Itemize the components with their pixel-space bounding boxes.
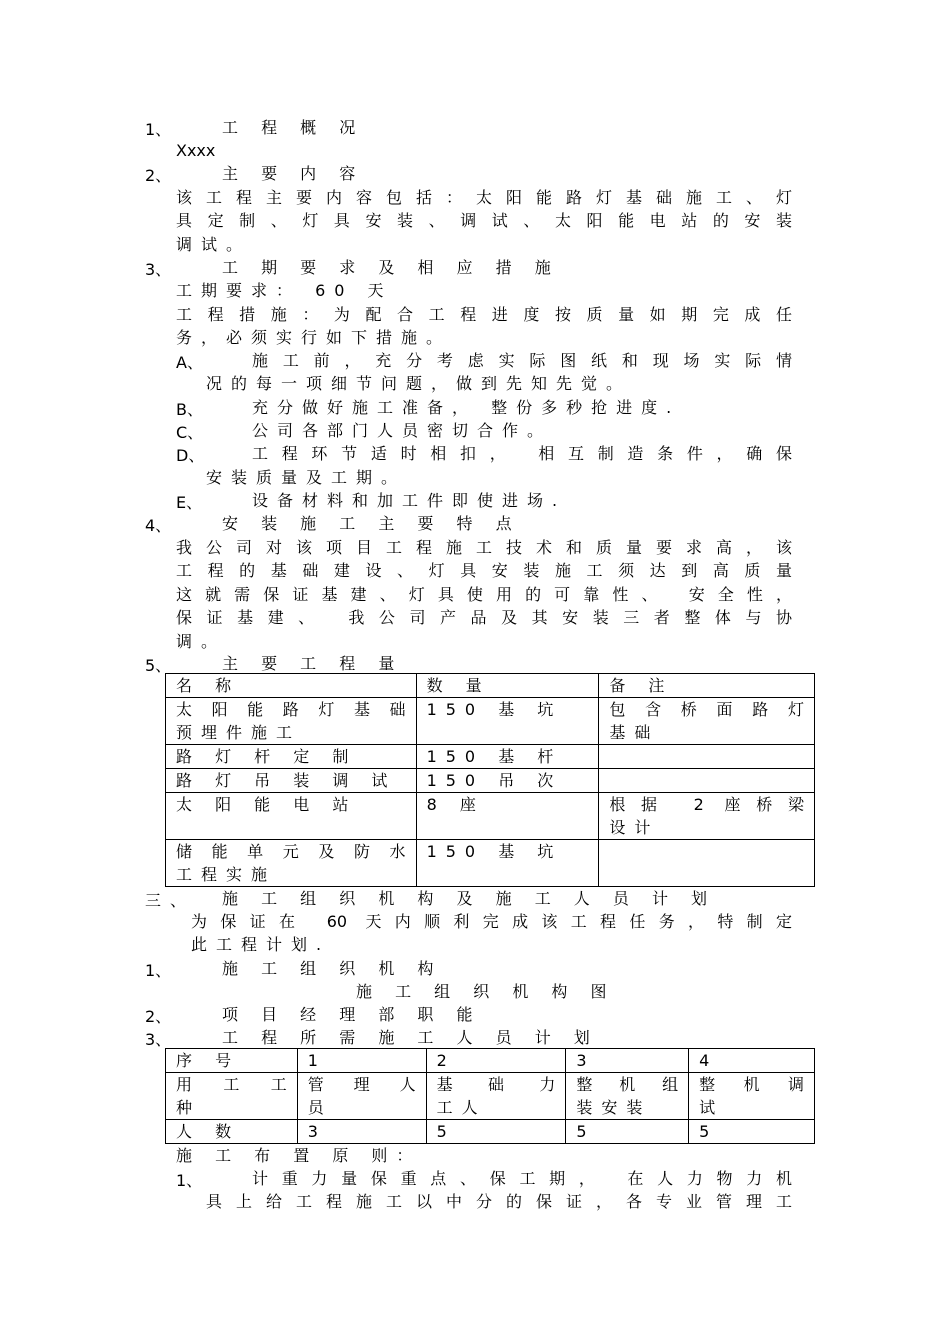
- item-line: 况的每一项细节问题，做到先知先觉。: [206, 374, 632, 393]
- table-cell: [599, 698, 815, 745]
- item-label: E、: [176, 493, 203, 512]
- section-title: 工 期 要 求 及 相 应 措 施: [222, 258, 560, 277]
- table-cell: 2: [426, 1049, 566, 1073]
- cell-line: 工人: [436, 1098, 487, 1117]
- cell-line: 包含桥面路灯: [609, 700, 804, 719]
- paragraph-line: 务，必须实行如下措施。: [176, 328, 452, 347]
- section-body: Xxxx: [176, 141, 216, 160]
- cell-line: 基础: [609, 723, 660, 742]
- table-cell: 路 灯 吊 装 调 试: [166, 769, 417, 793]
- item-line: 工程环节适时相扣， 相互制造条件，确保: [252, 444, 792, 463]
- table-cell: 150 吊 次: [416, 769, 599, 793]
- cell-line: 整机调: [699, 1075, 804, 1094]
- cell-line: 基础力: [436, 1075, 556, 1094]
- section-title: 主 要 内 容: [222, 164, 365, 183]
- table-row: [166, 793, 815, 840]
- section-title: 安 装 施 工 主 要 特 点: [222, 514, 521, 533]
- table-header-cell: 数 量: [416, 674, 599, 698]
- section-number: 2、: [145, 1007, 172, 1026]
- section-number: 4、: [145, 516, 172, 535]
- table-header-cell: 备 注: [599, 674, 815, 698]
- table-row: [166, 1049, 815, 1073]
- item-label: B、: [176, 400, 203, 419]
- table-cell: [599, 793, 815, 840]
- paragraph-line: 该工程主要内容包括：太阳能路灯基础施工、灯: [176, 188, 792, 207]
- paragraph-line: 这就需保证基建、灯具使用的可靠性、 安全性，: [176, 585, 792, 604]
- cell-line: 设计: [609, 818, 660, 837]
- cell-line: 管理人: [307, 1075, 416, 1094]
- table-cell: 3: [566, 1049, 689, 1073]
- section-number: 3、: [145, 1030, 172, 1049]
- table-cell: 150 基 坑: [416, 698, 599, 745]
- item-line: 充分做好施工准备， 整份多秒抢进度.: [252, 398, 681, 417]
- section-title: 工 程 所 需 施 工 人 员 计 划: [222, 1028, 599, 1047]
- cell-line: 种: [176, 1098, 193, 1117]
- staffing-table: [165, 1048, 815, 1144]
- table-cell: 路 灯 杆 定 制: [166, 745, 417, 769]
- cell-line: 试: [699, 1098, 716, 1117]
- table-cell: [297, 1073, 426, 1120]
- table-cell: 太 阳 能 电 站: [166, 793, 417, 840]
- table-row: [166, 745, 815, 769]
- cell-line: 预埋件施工: [176, 723, 302, 742]
- table-cell: [599, 769, 815, 793]
- paragraph-line: 具定制、灯具安装、调试、太阳能电站的安装: [176, 211, 792, 230]
- section-title: 施 工 组 织 机 构: [222, 959, 443, 978]
- cell-line: 工程实施: [176, 865, 277, 884]
- item-line: 公司各部门人员密切合作。: [252, 421, 553, 440]
- table-cell: 5: [566, 1120, 689, 1144]
- section-number: 3、: [145, 260, 172, 279]
- cell-line: 用工工: [176, 1075, 287, 1094]
- section-title: 项 目 经 理 部 职 能: [222, 1005, 482, 1024]
- paragraph-line: 为保证在 60 天内顺利完成该工程任务，特制定: [191, 912, 792, 931]
- paragraph-line: 此工程计划.: [191, 935, 331, 954]
- section-title: 工 程 概 况: [222, 118, 365, 137]
- table-header-cell: 名 称: [166, 674, 417, 698]
- section-title: 施 工 组 织 机 构 及 施 工 人 员 计 划: [222, 889, 717, 908]
- item-line: 安装质量及工期。: [206, 468, 407, 487]
- paragraph-line: 调。: [176, 632, 227, 651]
- paragraph-line: 我公司对该项目工程施工技术和质量要求高，该: [176, 538, 792, 557]
- table-cell: 1: [297, 1049, 426, 1073]
- table-cell: [599, 745, 815, 769]
- table-cell: 人 数: [166, 1120, 298, 1144]
- item-line: 计重力量保重点、保工期， 在人力物力机: [252, 1169, 792, 1188]
- table-cell: [166, 840, 417, 887]
- table-cell: [166, 698, 417, 745]
- section-number: 1、: [145, 120, 172, 139]
- item-label: C、: [176, 423, 204, 442]
- table-cell: 序 号: [166, 1049, 298, 1073]
- period-line: 工期要求： 60 天: [176, 281, 393, 300]
- item-line: 具上给工程施工以中分的保证，各专业管理工: [206, 1192, 792, 1211]
- section-title: 施 工 布 置 原 则：: [176, 1146, 422, 1165]
- table-cell: 5: [689, 1120, 815, 1144]
- table-cell: 150 基 杆: [416, 745, 599, 769]
- table-cell: [566, 1073, 689, 1120]
- table-row: [166, 1073, 815, 1120]
- table-cell: [426, 1073, 566, 1120]
- item-label: 1、: [176, 1171, 203, 1190]
- cell-line: 员: [307, 1098, 324, 1117]
- item-label: D、: [176, 446, 205, 465]
- section-number: 5、: [145, 656, 172, 675]
- quantities-table: [165, 673, 815, 887]
- paragraph-line: 保证基建、 我公司产品及其安装三者整体与协: [176, 608, 792, 627]
- section-number: 1、: [145, 961, 172, 980]
- item-line: 施工前，充分考虑实际图纸和现场实际情: [252, 351, 792, 370]
- item-label: A、: [176, 353, 203, 372]
- table-cell: 150 基 坑: [416, 840, 599, 887]
- table-header-row: [166, 674, 815, 698]
- section-number: 2、: [145, 166, 172, 185]
- table-cell: 4: [689, 1049, 815, 1073]
- paragraph-line: 调试。: [176, 235, 252, 254]
- cell-line: 储能单元及防水: [176, 842, 406, 861]
- paragraph-line: 工程措施：为配合工程进度按质量如期完成任: [176, 305, 792, 324]
- chart-caption: 施 工 组 织 机 构 图: [356, 982, 616, 1001]
- cell-line: 根据 2 座桥梁: [609, 795, 804, 814]
- cell-line: 太阳能路灯基础: [176, 700, 406, 719]
- paragraph-line: 工程的基础建设、灯具安装施工须达到高质量: [176, 561, 792, 580]
- item-line: 设备材料和加工件即使进场.: [252, 491, 567, 510]
- cell-line: 装安装: [576, 1098, 652, 1117]
- table-cell: [599, 840, 815, 887]
- section-number: 三、: [145, 891, 196, 910]
- cell-line: 整机组: [576, 1075, 679, 1094]
- table-cell: 3: [297, 1120, 426, 1144]
- table-row: [166, 769, 815, 793]
- table-cell: [166, 1073, 298, 1120]
- section-title: 主 要 工 程 量: [222, 654, 404, 673]
- table-row: [166, 1120, 815, 1144]
- table-cell: [689, 1073, 815, 1120]
- table-row: [166, 840, 815, 887]
- table-row: [166, 698, 815, 745]
- table-cell: 5: [426, 1120, 566, 1144]
- table-cell: 8 座: [416, 793, 599, 840]
